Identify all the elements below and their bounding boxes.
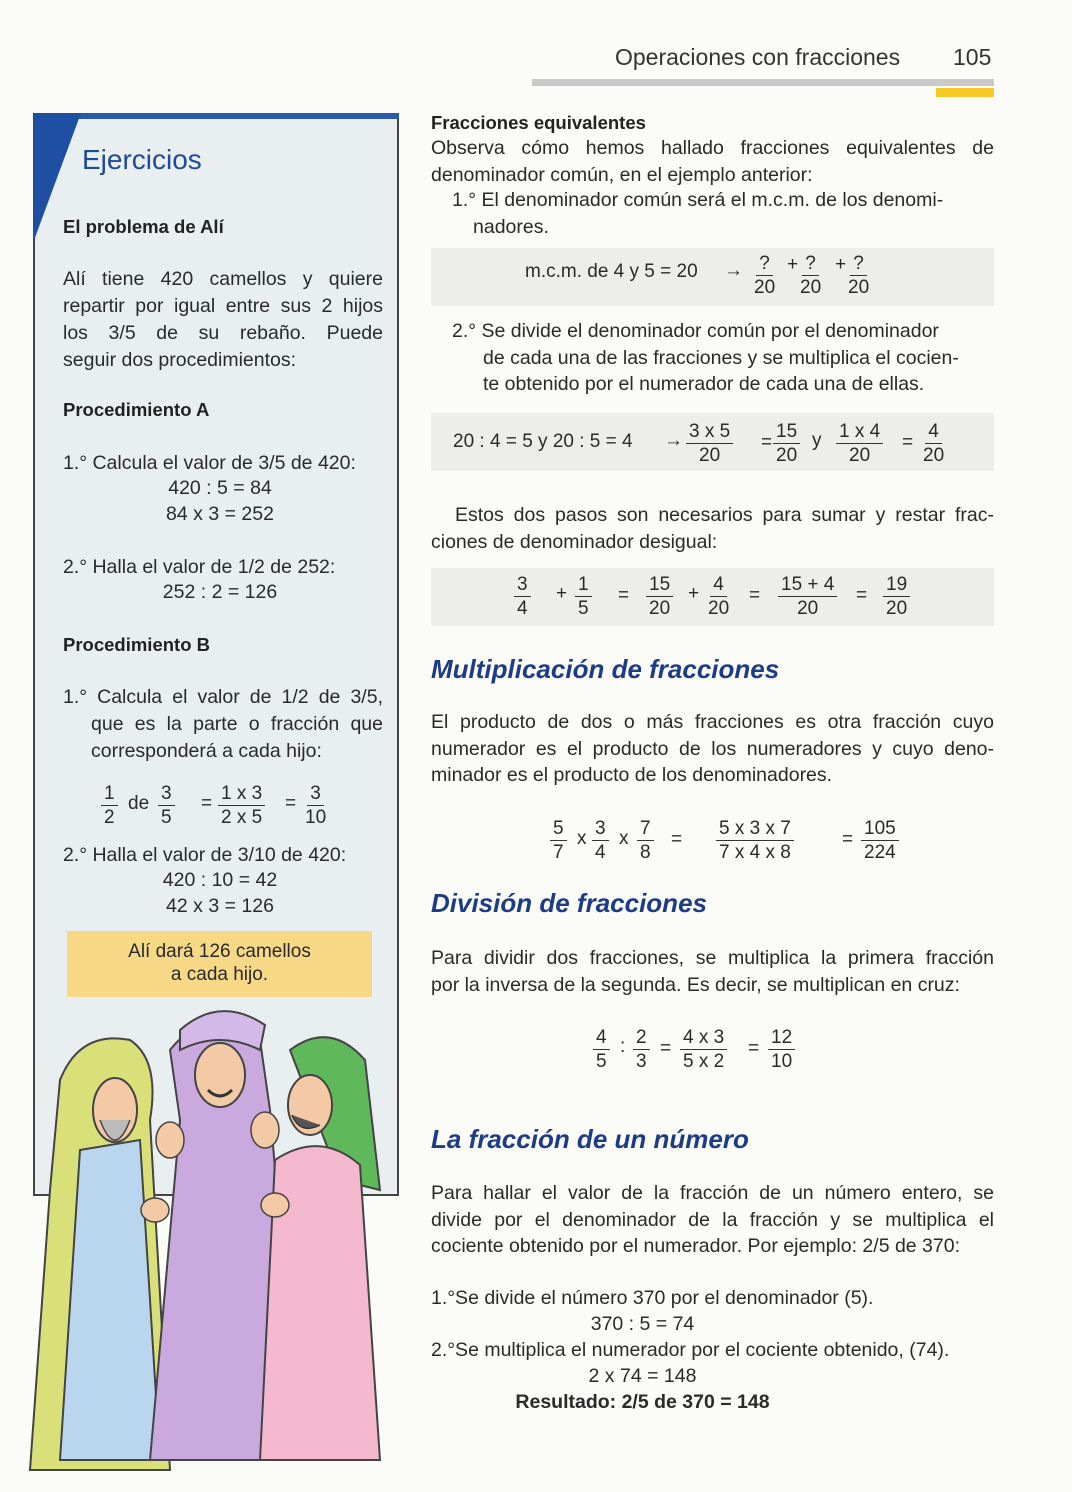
result-line: a cada hijo. xyxy=(170,964,269,985)
result-box xyxy=(67,931,372,997)
fraction: $\frac{1}{2}$ xyxy=(101,782,118,829)
multiplication-text xyxy=(431,709,994,789)
text-line: por la inversa de la segunda. Es decir, se multiplican en cruz: xyxy=(431,973,960,996)
word-de: de xyxy=(128,793,150,814)
problem-heading: El problema de Alí xyxy=(63,216,224,237)
step-line: corresponderá a cada hijo: xyxy=(91,740,322,762)
equals: = xyxy=(902,432,914,453)
fraction-of-number-step1: 1.°Se divide el número 370 por el denominador (5). xyxy=(431,1287,874,1309)
text-line: ciones de denominador desigual: xyxy=(431,530,718,553)
fraction: $\frac{5 x 3 x 7}{7 x 4 x 8}$ xyxy=(716,817,794,864)
text-line: cociente obtenido por el numerador. Por ejemplo: 2/5 de 370: xyxy=(431,1235,961,1257)
text-line: te obtenido por el numerador de cada una de ellas. xyxy=(483,373,925,395)
procedure-b-calc: 42 x 3 = 126 xyxy=(166,895,274,917)
fraction: $\frac{105}{224}$ xyxy=(861,817,899,864)
text-line: Para hallar el valor de la fracción de un número entero, se xyxy=(431,1182,994,1204)
fraction: $\frac{5}{7}$ xyxy=(550,817,567,864)
equals: = xyxy=(671,829,683,850)
fraction: $\frac{15}{20}$ xyxy=(773,420,800,467)
fraction-of-number-heading: La fracción de un número xyxy=(431,1124,749,1154)
fraction-of-number-result: Resultado: 2/5 de 370 = 148 xyxy=(515,1391,770,1413)
procedure-b-step1 xyxy=(63,684,383,765)
header-rule xyxy=(532,79,994,86)
plus: + xyxy=(835,254,847,275)
fraction: $\frac{1 x 4}{20}$ xyxy=(836,420,883,467)
equals: = xyxy=(842,829,854,850)
procedure-a-heading: Procedimiento A xyxy=(63,399,210,420)
text-line: minador es el producto de los denominadores. xyxy=(431,764,833,786)
division-text: 20 : 4 = 5 y 20 : 5 = 4 xyxy=(453,431,633,452)
fraction: $\frac{7}{8}$ xyxy=(637,817,654,864)
fraction: $\frac{4 x 3}{5 x 2}$ xyxy=(680,1026,727,1073)
fraction: $\frac{3}{4}$ xyxy=(592,817,609,864)
equals: = xyxy=(761,432,773,453)
times: x xyxy=(619,828,629,849)
equivalent-step2 xyxy=(452,318,994,398)
procedure-b-heading: Procedimiento B xyxy=(63,634,210,655)
intro-line: repartir por igual entre sus 2 hijos xyxy=(63,295,383,317)
fraction: $\frac{2}{3}$ xyxy=(633,1026,650,1073)
problem-intro xyxy=(63,266,383,374)
equals: = xyxy=(748,1038,760,1059)
fraction: $\frac{19}{20}$ xyxy=(883,573,910,620)
sidebar-top-bar xyxy=(33,113,399,119)
fraction: $\frac{4}{20}$ xyxy=(708,574,730,619)
fraction: $\frac{3}{4}$ xyxy=(514,573,531,620)
equals: = xyxy=(660,1038,672,1059)
equals: = xyxy=(856,585,868,606)
fraction-of-number-step2: 2.°Se multiplica el numerador por el cociente obtenido, (74). xyxy=(431,1339,950,1361)
plus: + xyxy=(787,254,799,275)
intro-line: Alí tiene 420 camellos y quiere xyxy=(63,268,383,290)
fraction: $\frac{1 x 3}{2 x 5}$ xyxy=(218,782,265,829)
equivalent-fractions-intro xyxy=(431,135,994,188)
equals: = xyxy=(749,585,761,606)
equivalent-fractions-heading: Fracciones equivalentes xyxy=(431,112,646,133)
fraction: $\frac{1}{5}$ xyxy=(575,573,592,620)
fraction: $\frac{4}{20}$ xyxy=(923,421,945,466)
procedure-a-step1: 1.° Calcula el valor de 3/5 de 420: xyxy=(63,452,356,474)
exercises-title: Ejercicios xyxy=(82,144,202,175)
three-men-illustration xyxy=(20,990,400,1490)
colon: : xyxy=(620,1036,626,1057)
mcm-text: m.c.m. de 4 y 5 = 20 xyxy=(525,261,698,282)
text-line: numerador es el producto de los numeradores y cuyo deno- xyxy=(431,737,994,760)
equals: = xyxy=(201,793,213,814)
procedure-a-calc: 84 x 3 = 252 xyxy=(166,503,274,525)
procedure-a-calc: 420 : 5 = 84 xyxy=(168,477,272,499)
fraction: ? 20 xyxy=(754,253,776,298)
step-line: que es la parte o fracción que xyxy=(91,713,383,735)
text-line: 2.° Se divide el denominador común por el denominador xyxy=(452,320,939,342)
fraction: $\frac{3 x 5}{20}$ xyxy=(686,420,733,467)
arrow: → xyxy=(664,430,683,451)
multiplication-heading: Multiplicación de fracciones xyxy=(431,654,780,684)
fraction: $\frac{4}{5}$ xyxy=(593,1026,610,1073)
fraction: $\frac{3}{5}$ xyxy=(158,782,175,829)
header-accent xyxy=(936,88,994,97)
fraction: ? 20 xyxy=(848,253,870,298)
procedure-a-step2: 2.° Halla el valor de 1/2 de 252: xyxy=(63,556,336,578)
fraction-of-number-calc: 370 : 5 = 74 xyxy=(590,1313,695,1335)
step-line: 1.° Calcula el valor de 1/2 de 3/5, xyxy=(63,686,383,708)
result-line: Alí dará 126 camellos xyxy=(128,941,311,962)
text-line: Observa cómo hemos hallado fracciones equivalentes de xyxy=(431,137,994,159)
fraction: ? 20 xyxy=(800,253,822,298)
procedure-a-calc: 252 : 2 = 126 xyxy=(162,581,278,603)
intro-line: los 3/5 de su rebaño. Puede xyxy=(63,322,383,344)
sum-intro xyxy=(431,502,994,555)
page-header-title: Operaciones con fracciones xyxy=(615,44,901,70)
fraction: $\frac{15}{20}$ xyxy=(646,573,673,620)
plus: + xyxy=(688,583,700,604)
fraction: $\frac{15 + 4}{20}$ xyxy=(778,573,837,620)
page-number: 105 xyxy=(953,44,992,70)
equivalent-step1 xyxy=(452,187,994,240)
text-line: 1.° El denominador común será el m.c.m. de los denomi- xyxy=(452,189,944,211)
procedure-b-calc: 420 : 10 = 42 xyxy=(162,869,278,891)
plus: + xyxy=(556,583,568,604)
fraction: $\frac{12}{10}$ xyxy=(768,1026,795,1073)
fraction: $\frac{3}{10}$ xyxy=(305,783,327,828)
division-text xyxy=(431,945,994,998)
arrow: → xyxy=(724,260,743,281)
equals: = xyxy=(285,793,297,814)
division-heading: División de fracciones xyxy=(431,888,707,918)
fraction-of-number-text xyxy=(431,1180,994,1260)
mcm-shaded-box xyxy=(431,248,994,306)
times: x xyxy=(577,828,587,849)
text-line: Estos dos pasos son necesarios para sumar y restar frac- xyxy=(455,504,994,526)
text-line: de cada una de las fracciones y se multiplica el cocien- xyxy=(483,346,959,369)
text-line: nadores. xyxy=(473,215,549,238)
text-line: Para dividir dos fracciones, se multiplica la primera fracción xyxy=(431,947,994,969)
procedure-b-step2: 2.° Halla el valor de 3/10 de 420: xyxy=(63,844,347,866)
intro-line: seguir dos procedimientos: xyxy=(63,349,297,371)
text-line: divide por el denominador de la fracción y se multiplica el xyxy=(431,1208,994,1231)
fraction-of-number-calc: 2 x 74 = 148 xyxy=(588,1365,697,1387)
text-line: El producto de dos o más fracciones es otra fracción cuyo xyxy=(431,711,994,733)
word-y: y xyxy=(812,430,822,451)
equals: = xyxy=(618,585,630,606)
text-line: denominador común, en el ejemplo anterior: xyxy=(431,163,813,186)
